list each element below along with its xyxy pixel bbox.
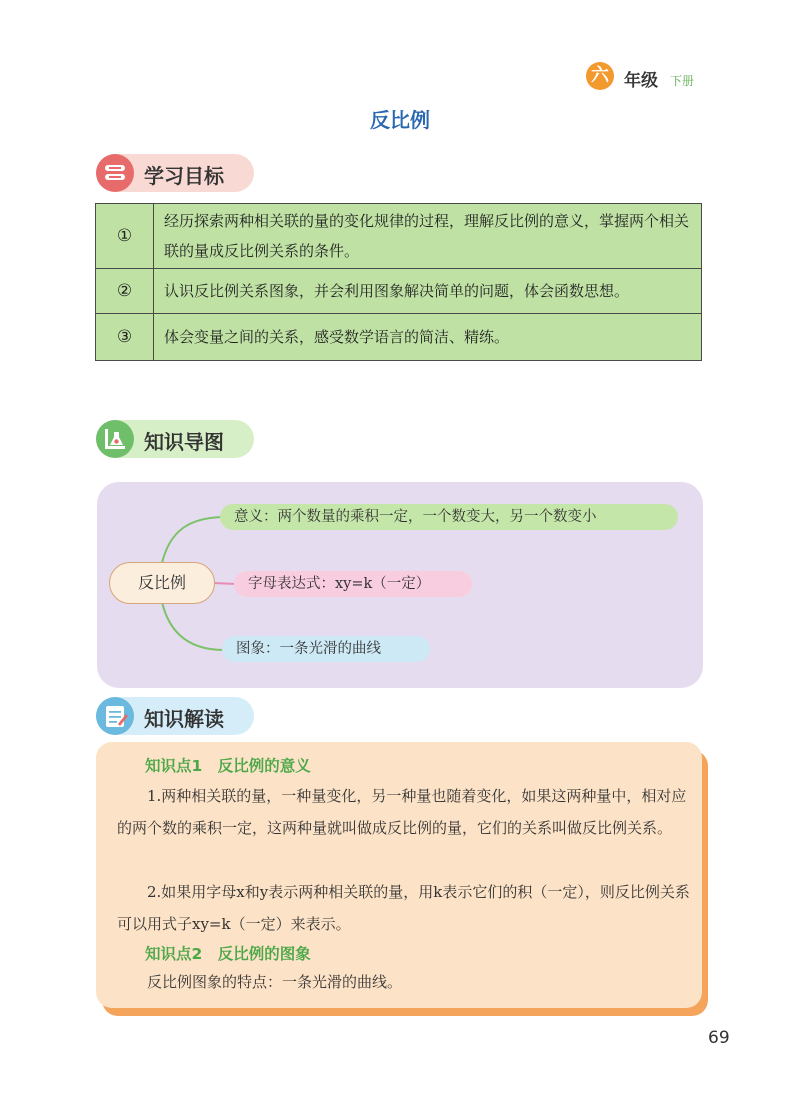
goal-number: ① [96,204,154,269]
mindmap-section-title: 知识导图 [144,430,224,454]
knowledge-point-1-paragraph-2: 2.如果用字母x和y表示两种相关联的量，用k表示它们的积（一定），则反比例关系可以用式子xy=k（一定）来表示。 [117,883,690,933]
page-number: 69 [708,1028,730,1048]
reading-section-title: 知识解读 [144,707,224,731]
knowledge-point-1-title: 知识点1 反比例的意义 [145,757,311,775]
reading-section-header [96,697,254,735]
goal-text: 经历探索两种相关联的量的变化规律的过程，理解反比例的意义，掌握两个相关联的量成反比例关系的条件。 [154,204,702,269]
mindmap-center: 反比例 [109,562,215,604]
knowledge-point-2-title: 知识点2 反比例的图象 [145,945,311,963]
mindmap-branch-graph: 图象：一条光滑的曲线 [222,636,430,662]
grade-label: 年级 [624,71,658,91]
knowledge-point-1-paragraph-1: 1.两种相关联的量，一种量变化，另一种量也随着变化，如果这两种量中，相对应的两个数的乘积一定，这两种量就叫做成反比例的量，它们的关系叫做反比例关系。 [117,787,687,837]
goal-text: 认识反比例关系图象，并会利用图象解决简单的问题，体会函数思想。 [154,269,702,314]
goal-text: 体会变量之间的关系，感受数学语言的简洁、精练。 [154,314,702,361]
goal-number: ③ [96,314,154,361]
goal-number: ② [96,269,154,314]
grade-badge: 六 [586,62,614,90]
mindmap-branch-meaning: 意义：两个数量的乘积一定，一个数变大，另一个数变小 [220,504,678,530]
goals-section-title: 学习目标 [144,164,224,188]
mindmap-branch-formula: 字母表达式：xy=k（一定） [234,571,472,597]
notebook-icon [96,697,134,735]
page-title: 反比例 [370,108,430,132]
volume-label: 下册 [670,74,695,88]
knowledge-point-2-paragraph: 反比例图象的特点：一条光滑的曲线。 [147,973,403,991]
